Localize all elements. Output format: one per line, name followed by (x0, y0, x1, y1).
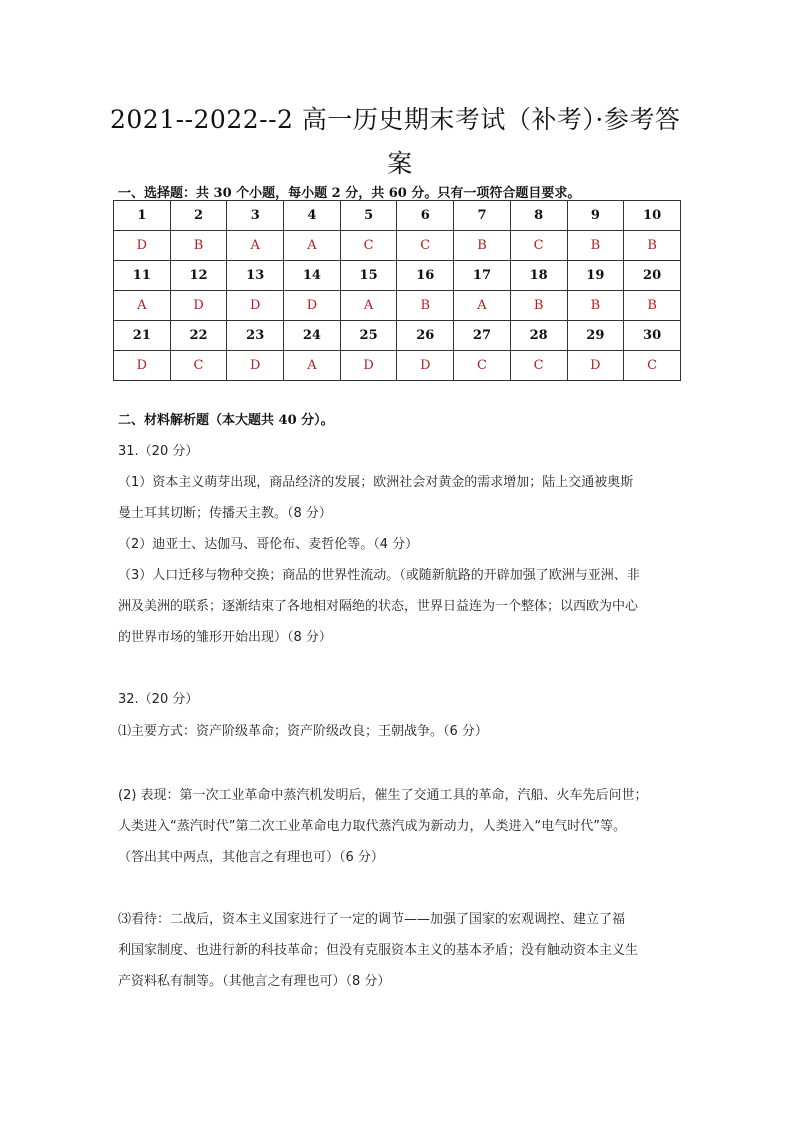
answer-cell: C (454, 351, 511, 381)
question-number: 23 (227, 321, 284, 351)
question-number: 5 (340, 201, 397, 231)
q31-part1-line2: 曼土耳其切断；传播天主教。（8 分） (118, 506, 332, 521)
answer-cell: D (227, 291, 284, 321)
q32-part3-line3: 产资料私有制等。（其他言之有理也可）（8 分） (118, 974, 391, 989)
question-number: 12 (170, 261, 227, 291)
question-number: 16 (397, 261, 454, 291)
q31-part2: （2）迪亚士、达伽马、哥伦布、麦哲伦等。（4 分） (118, 537, 419, 552)
question-number: 18 (510, 261, 567, 291)
answer-cell: A (284, 231, 341, 261)
answer-cell: A (340, 291, 397, 321)
answer-row (114, 291, 681, 321)
answer-cell: D (284, 291, 341, 321)
answer-cell: D (114, 231, 171, 261)
answer-cell: A (284, 351, 341, 381)
answer-cell: C (170, 351, 227, 381)
page-title (110, 98, 690, 186)
answer-cell: B (454, 231, 511, 261)
q32-part2-line3: （答出其中两点，其他言之有理也可）（6 分） (118, 850, 384, 865)
question-number: 17 (454, 261, 511, 291)
answer-cell: A (227, 231, 284, 261)
answer-cell: C (510, 351, 567, 381)
answer-cell: D (397, 351, 454, 381)
question-number: 2 (170, 201, 227, 231)
answer-cell: C (624, 351, 681, 381)
answer-cell: C (340, 231, 397, 261)
answer-cell: A (114, 291, 171, 321)
answer-cell: B (624, 231, 681, 261)
answer-cell: D (340, 351, 397, 381)
answer-cell: B (170, 231, 227, 261)
q32-part2-line2: 人类进入“蒸汽时代”第二次工业革命电力取代蒸汽成为新动力，人类进入“电气时代”等。 (118, 819, 626, 834)
question-number: 4 (284, 201, 341, 231)
question-number: 20 (624, 261, 681, 291)
question-number: 21 (114, 321, 171, 351)
q32-part1: ⑴主要方式：资产阶级革命；资产阶级改良；王朝战争。（6 分） (118, 724, 488, 739)
answer-cell: C (397, 231, 454, 261)
question-number: 13 (227, 261, 284, 291)
question-number: 8 (510, 201, 567, 231)
question-number: 15 (340, 261, 397, 291)
q32-part3-line2: 利国家制度、也进行新的科技革命；但没有克服资本主义的基本矛盾；没有触动资本主义生 (118, 943, 639, 958)
question-number-row (114, 261, 681, 291)
answer-cell: B (624, 291, 681, 321)
question-number: 7 (454, 201, 511, 231)
answer-cell: D (114, 351, 171, 381)
answer-cell: B (397, 291, 454, 321)
q32-label: 32.（20 分） (118, 692, 199, 707)
q31-part1-line1: （1）资本主义萌芽出现，商品经济的发展；欧洲社会对黄金的需求增加；陆上交通被奥斯 (118, 475, 634, 490)
answer-cell: D (170, 291, 227, 321)
question-number: 28 (510, 321, 567, 351)
answer-cell: D (227, 351, 284, 381)
q32-part2-line1: (2) 表现：第一次工业革命中蒸汽机发明后，催生了交通工具的革命，汽船、火车先后问世； (118, 788, 648, 803)
question-number: 14 (284, 261, 341, 291)
question-number-row (114, 201, 681, 231)
question-number-row (114, 321, 681, 351)
q31-part3-line1: （3）人口迁移与物种交换；商品的世界性流动。（或随新航路的开辟加强了欧洲与亚洲、非 (118, 568, 640, 583)
answer-row (114, 231, 681, 261)
q31-label: 31.（20 分） (118, 444, 199, 459)
answer-cell: B (510, 291, 567, 321)
answer-cell: A (454, 291, 511, 321)
question-number: 29 (567, 321, 624, 351)
question-number: 26 (397, 321, 454, 351)
question-number: 11 (114, 261, 171, 291)
question-number: 25 (340, 321, 397, 351)
section2-heading: 二、材料解析题（本大题共 40 分）。 (118, 413, 334, 428)
question-number: 9 (567, 201, 624, 231)
answer-cell: D (567, 351, 624, 381)
question-number: 19 (567, 261, 624, 291)
answer-cell: B (567, 291, 624, 321)
title-line-2: 案 (387, 149, 413, 178)
q32-part3-line1: ⑶看待：二战后，资本主义国家进行了一定的调节——加强了国家的宏观调控、建立了福 (118, 912, 626, 927)
answer-cell: B (567, 231, 624, 261)
answer-cell: C (510, 231, 567, 261)
question-number: 6 (397, 201, 454, 231)
question-number: 27 (454, 321, 511, 351)
q31-part3-line2: 洲及美洲的联系；逐渐结束了各地相对隔绝的状态，世界日益连为一个整体；以西欧为中心 (118, 599, 639, 614)
question-number: 24 (284, 321, 341, 351)
question-number: 3 (227, 201, 284, 231)
answer-table (113, 200, 681, 381)
answer-row (114, 351, 681, 381)
q31-part3-line3: 的世界市场的雏形开始出现）（8 分） (118, 630, 332, 645)
question-number: 10 (624, 201, 681, 231)
question-number: 30 (624, 321, 681, 351)
title-line-1: 2021--2022--2 高一历史期末考试（补考）·参考答 (110, 105, 681, 134)
question-number: 22 (170, 321, 227, 351)
section1-heading: 一、选择题：共 30 个小题，每小题 2 分，共 60 分。只有一项符合题目要求。 (118, 186, 581, 201)
question-number: 1 (114, 201, 171, 231)
